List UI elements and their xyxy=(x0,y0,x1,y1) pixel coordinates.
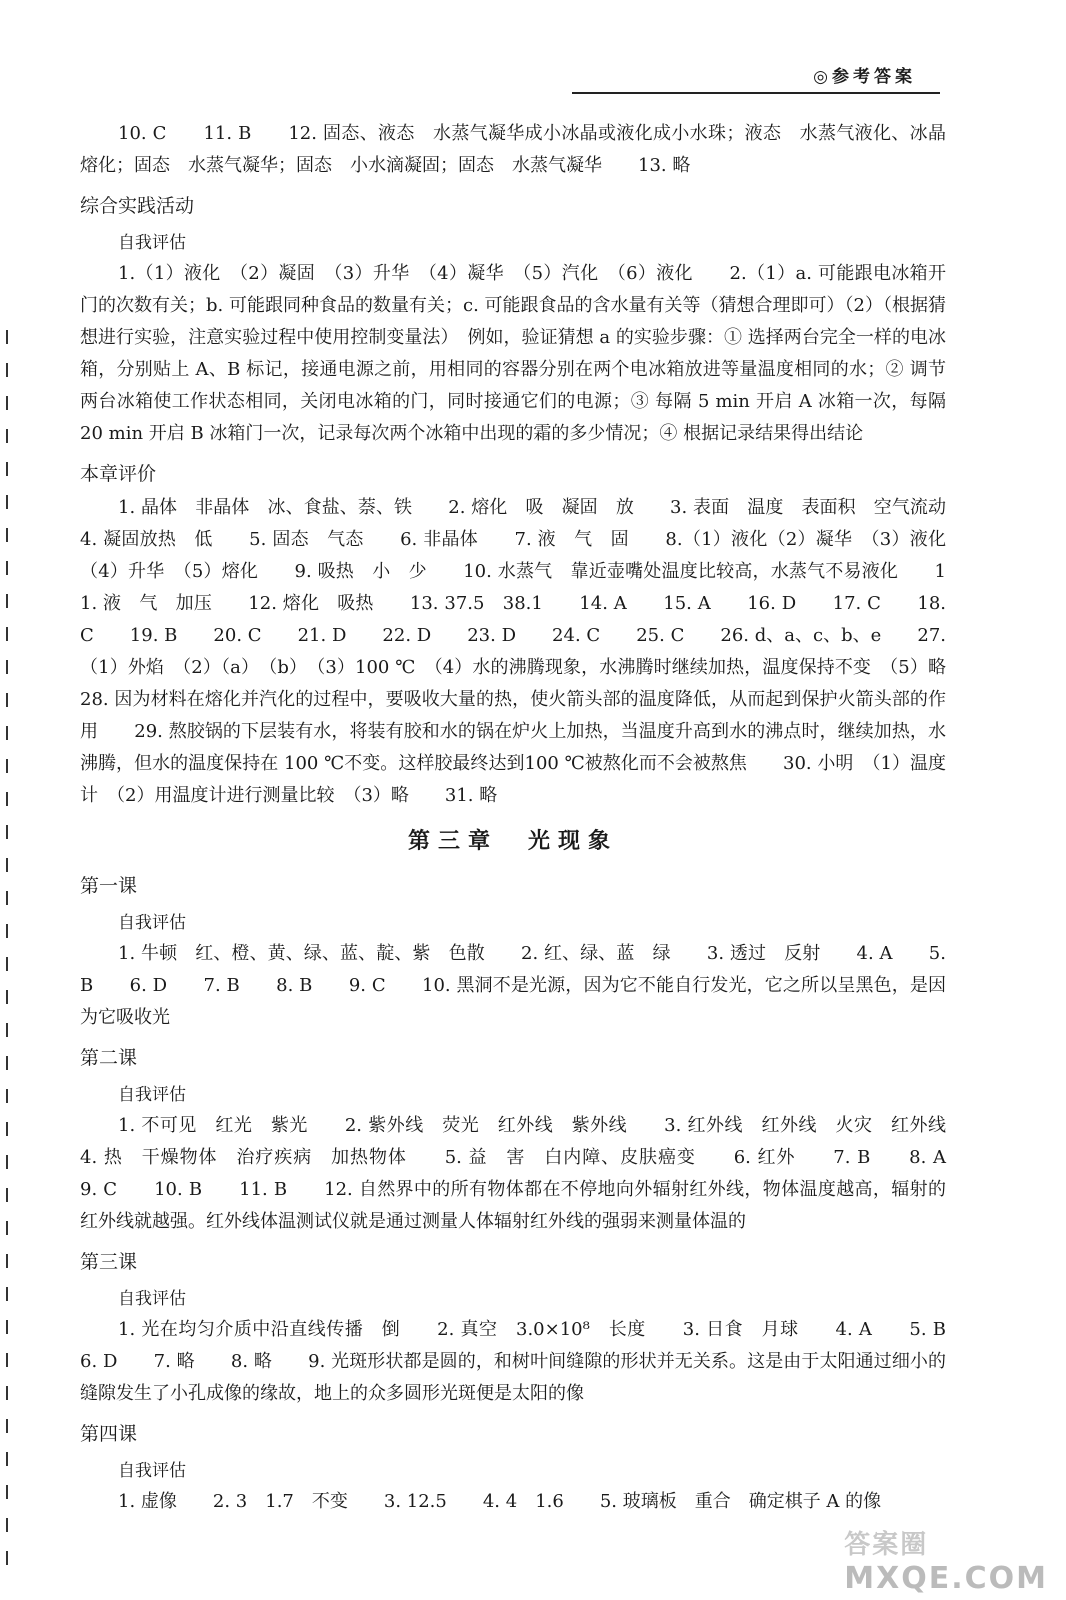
answer-paragraph: 1. 不可见 红光 紫光 2. 紫外线 荧光 红外线 紫外线 3. 红外线 红外线 火灾 红外线 4. 热 干燥物体 治疗疾病 加热物体 5. 益 害 白内障、皮肤癌变 6. 红外 7. B 8. A 9. C 10. B 11. B 12. 自然界中的所有物体都在不停地向外辐射红外线，物体温度越高，辐射的红外线就越强。红外线体温测试仪就是通过测量人体辐射红外线的强弱来测量体温的 xyxy=(80,1115,982,1232)
margin-tick xyxy=(6,726,8,740)
margin-tick xyxy=(6,363,8,377)
answer-paragraph: 1. 晶体 非晶体 冰、食盐、萘、铁 2. 熔化 吸 凝固 放 3. 表面 温度 表面积 空气流动 4. 凝固放热 低 5. 固态 气态 6. 非晶体 7. 液 气 固 8.（1）液化（2）凝华 （3）液化 （4）升华 （5）熔化 9. 吸热 小 少 10. 水蒸气 靠近壶嘴处温度比较高，水蒸气不易液化 11. 液 气 加压 12. 熔化 吸热 13. 37.5 38.1 14. A 15. A 16. D 17. C 18. C 19. B 20. C 21. D 22. D 23. D 24. C 25. C 26. d、a、c、b、e 27.（1）外焰 （2）（a） （b） （3）100 ℃ （4）水的沸腾现象，水沸腾时继续加热，温度保持不变 （5）略 28. 因为材料在熔化并汽化的过程中，要吸收大量的热，使火箭头部的温度降低，从而起到保护火箭头部的作用 29. 熬胶锅的下层装有水，将装有胶和水的锅在炉火上加热，当温度升高到水的沸点时，继续加热，水沸腾，但水的温度保持在 100 ℃不变。这样胶最终达到100 ℃被熬化而不会被熬焦 30. 小明 （1）温度计 （2）用温度计进行测量比较 （3）略 31. 略 xyxy=(80,497,982,806)
margin-tick xyxy=(6,1056,8,1070)
watermark-top-text: 答案圈 xyxy=(844,1530,929,1560)
margin-tick xyxy=(6,924,8,938)
margin-tick xyxy=(6,825,8,839)
answer-paragraph: 1.（1）液化 （2）凝固 （3）升华 （4）凝华 （5）汽化 （6）液化 2.（1）a. 可能跟电冰箱开门的次数有关；b. 可能跟同种食品的数量有关；c. 可能跟食品的含水量有关等（猜想合理即可）（2）（根据猜想进行实验，注意实验过程中使用控制变量法） 例如，验证猜想 a 的实验步骤：① 选择两台完全一样的电冰箱，分别贴上 A、B 标记，接通电源之前，用相同的容器分别在两个电冰箱放进等量温度相同的水；② 调节两台冰箱使工作状态相同，关闭电冰箱的门，同时接通它们的电源；③ 每隔 5 min 开启 A 冰箱一次，每隔 20 min 开启 B 冰箱门一次，记录每次两个冰箱中出现的霜的多少情况；④ 根据记录结果得出结论 xyxy=(80,263,946,444)
watermark-logo xyxy=(844,1524,1048,1596)
margin-tick xyxy=(6,1089,8,1103)
answer-paragraph: 1. 光在均匀介质中沿直线传播 倒 2. 真空 3.0×10⁸ 长度 3. 日食 月球 4. A 5. B 6. D 7. 略 8. 略 9. 光斑形状都是圆的，和树叶间缝隙的形状并无关系。这是由于太阳通过细小的缝隙发生了小孔成像的缘故，地上的众多圆形光斑便是太阳的像 xyxy=(80,1319,982,1404)
margin-tick xyxy=(6,1551,8,1565)
margin-tick xyxy=(6,693,8,707)
watermark-bottom-text: MXQE.COM xyxy=(844,1561,1048,1596)
margin-tick xyxy=(6,1023,8,1037)
margin-tick xyxy=(6,858,8,872)
section-heading: 第二课 xyxy=(80,1047,138,1069)
subsection-heading: 自我评估 xyxy=(118,1289,186,1309)
section-heading: 第四课 xyxy=(80,1423,138,1445)
section-heading: 第三课 xyxy=(80,1251,138,1273)
margin-tick xyxy=(6,1155,8,1169)
page-header-label: ◎参考答案 xyxy=(813,67,916,87)
margin-tick xyxy=(6,957,8,971)
margin-tick xyxy=(6,330,8,344)
margin-tick xyxy=(6,627,8,641)
margin-tick xyxy=(6,1287,8,1301)
subsection-heading: 自我评估 xyxy=(118,1461,186,1481)
margin-tick xyxy=(6,1188,8,1202)
subsection-heading: 自我评估 xyxy=(118,913,186,933)
section-heading: 综合实践活动 xyxy=(80,195,195,217)
margin-tick xyxy=(6,594,8,608)
margin-tick xyxy=(6,1452,8,1466)
margin-tick xyxy=(6,1254,8,1268)
answer-paragraph: 1. 牛顿 红、橙、黄、绿、蓝、靛、紫 色散 2. 红、绿、蓝 绿 3. 透过 反射 4. A 5. B 6. D 7. B 8. B 9. C 10. 黑洞不是光源，因为它不能自行发光，它之所以呈黑色，是因为它吸收光 xyxy=(80,943,946,1028)
subsection-heading: 自我评估 xyxy=(118,233,186,253)
binding-margin-marks xyxy=(6,330,14,1580)
margin-tick xyxy=(6,1353,8,1367)
margin-tick xyxy=(6,429,8,443)
margin-tick xyxy=(6,528,8,542)
margin-tick xyxy=(6,891,8,905)
margin-tick xyxy=(6,1518,8,1532)
margin-tick xyxy=(6,1485,8,1499)
margin-tick xyxy=(6,792,8,806)
chapter-title: 第三章 光现象 xyxy=(407,829,618,854)
margin-tick xyxy=(6,495,8,509)
answer-paragraph: 10. C 11. B 12. 固态、液态 水蒸气凝华成小冰晶或液化成小水珠；液态 水蒸气液化、冰晶熔化；固态 水蒸气凝华；固态 小水滴凝固；固态 水蒸气凝华 13. 略 xyxy=(80,123,946,176)
margin-tick xyxy=(6,1419,8,1433)
margin-tick xyxy=(6,1221,8,1235)
header-rule xyxy=(572,92,940,94)
margin-tick xyxy=(6,990,8,1004)
section-heading: 本章评价 xyxy=(80,463,157,485)
answer-content xyxy=(80,118,982,1518)
margin-tick xyxy=(6,660,8,674)
subsection-heading: 自我评估 xyxy=(118,1085,186,1105)
margin-tick xyxy=(6,1320,8,1334)
margin-tick xyxy=(6,1386,8,1400)
margin-tick xyxy=(6,561,8,575)
margin-tick xyxy=(6,396,8,410)
answer-paragraph: 1. 虚像 2. 3 1.7 不变 3. 12.5 4. 4 1.6 5. 玻璃板 重合 确定棋子 A 的像 xyxy=(118,1491,882,1512)
margin-tick xyxy=(6,462,8,476)
margin-tick xyxy=(6,759,8,773)
section-heading: 第一课 xyxy=(80,875,138,897)
margin-tick xyxy=(6,1122,8,1136)
